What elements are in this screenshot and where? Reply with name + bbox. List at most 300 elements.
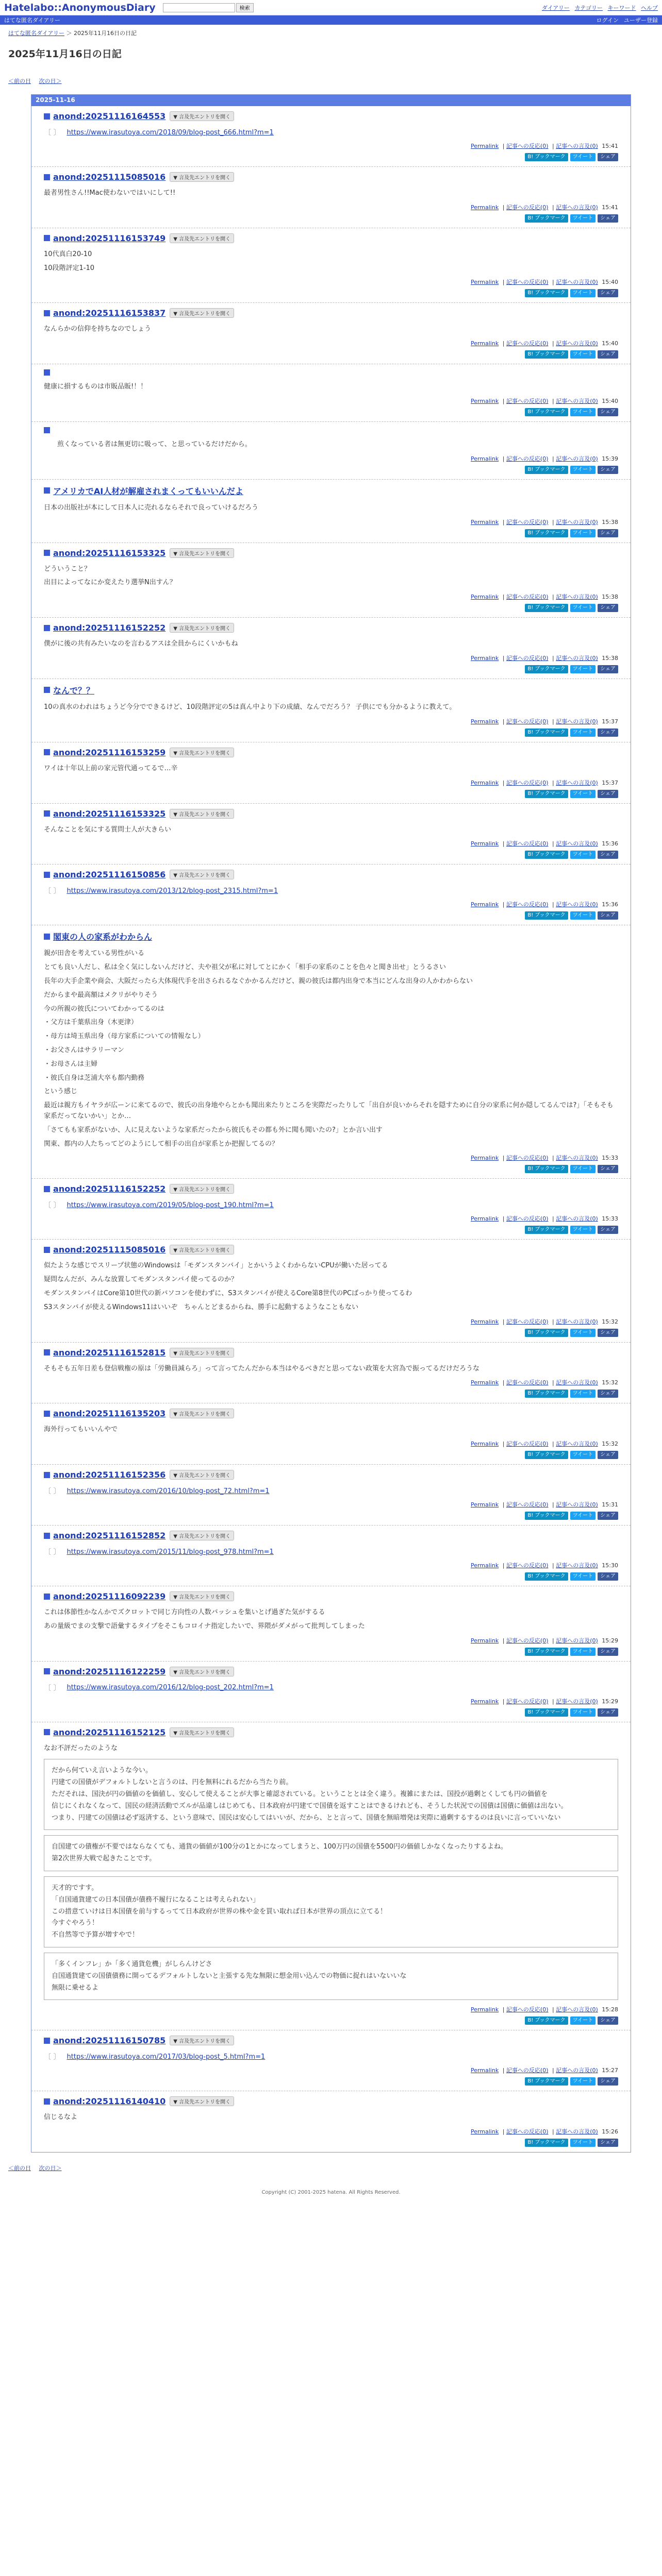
tweet-button[interactable]: ツイート (570, 1389, 596, 1398)
permalink-link[interactable]: Permalink (470, 279, 499, 286)
entry (31, 303, 631, 364)
facebook-share-button[interactable]: シェア (598, 1572, 618, 1581)
open-related-button[interactable]: ▼ 言及先エントリを開く (170, 1727, 234, 1737)
hatena-bookmark-button[interactable]: B! ブックマーク (525, 289, 568, 297)
nav-diary-link[interactable]: ダイアリー (541, 4, 570, 11)
facebook-share-button[interactable]: シェア (598, 153, 618, 161)
open-related-button[interactable]: ▼ 言及先エントリを開く (170, 172, 234, 182)
respond-link[interactable]: 記事への反応(0) (506, 1215, 549, 1223)
prev-day-link[interactable]: ＜前の日 (8, 78, 31, 84)
hatena-bookmark-button[interactable]: B! ブックマーク (525, 153, 568, 161)
entry-text: そんなことを気にする質問士人が大きらい (44, 825, 172, 834)
permalink-link[interactable]: Permalink (470, 204, 499, 211)
anond-home-link[interactable]: はてな匿名ダイアリー (4, 17, 61, 24)
entry-title-link[interactable]: anond:20251116153749 (53, 233, 166, 243)
entry-title-link[interactable]: anond:20251116153325 (53, 808, 166, 819)
entry-external-link[interactable]: https://www.irasutoya.com/2016/12/blog-post_202.html?m=1 (67, 1684, 274, 1692)
share-buttons (44, 604, 618, 612)
tweet-button[interactable]: ツイート (570, 2139, 596, 2147)
respond-link[interactable]: 記事への反応(0) (506, 1501, 549, 1509)
open-related-button[interactable]: ▼ 言及先エントリを開く (170, 1409, 234, 1418)
section-mark-icon (44, 369, 50, 376)
nav-category-link[interactable]: カテゴリー (574, 4, 603, 11)
facebook-share-button[interactable]: シェア (598, 911, 618, 920)
entry-title-link[interactable]: anond:20251115085016 (53, 1245, 166, 1255)
entry-time: 15:40 (602, 397, 618, 404)
hatena-bookmark-button[interactable]: B! ブックマーク (525, 1329, 568, 1337)
reference-link[interactable]: 記事への言及(0) (556, 1155, 598, 1162)
open-related-button[interactable]: ▼ 言及先エントリを開く (170, 1245, 234, 1255)
open-related-button[interactable]: ▼ 言及先エントリを開く (170, 1591, 234, 1601)
respond-link[interactable]: 記事への反応(0) (506, 594, 549, 601)
entry-title-link[interactable]: anond:20251116135203 (53, 1409, 166, 1419)
hatena-bookmark-button[interactable]: B! ブックマーク (525, 1451, 568, 1459)
facebook-share-button[interactable]: シェア (598, 1512, 618, 1520)
quote-mark-icon: 〔 〕 (44, 1487, 61, 1496)
facebook-share-button[interactable]: シェア (598, 851, 618, 859)
reference-link[interactable]: 記事への言及(0) (556, 594, 598, 601)
user-bar (0, 15, 662, 25)
respond-link[interactable]: 記事への反応(0) (506, 654, 549, 662)
respond-link[interactable]: 記事への反応(0) (506, 279, 549, 286)
reference-link[interactable]: 記事への言及(0) (556, 518, 598, 526)
reference-link[interactable]: 記事への言及(0) (556, 2067, 598, 2074)
permalink-link[interactable]: Permalink (470, 455, 499, 462)
open-related-button[interactable]: ▼ 言及先エントリを開く (170, 111, 234, 121)
section-mark-icon (44, 235, 50, 241)
entry-text-line: ・母方は埼玉県出身（母方家系についての情報なし） (44, 1032, 205, 1041)
permalink-link[interactable]: Permalink (470, 1562, 499, 1569)
entry-external-link[interactable]: https://www.irasutoya.com/2016/10/blog-post_72.html?m=1 (67, 1487, 270, 1495)
next-day-link-bottom[interactable]: 次の日＞ (39, 2165, 62, 2172)
reference-link[interactable]: 記事への言及(0) (556, 397, 598, 404)
respond-link[interactable]: 記事への反応(0) (506, 204, 549, 211)
respond-link[interactable]: 記事への反応(0) (506, 397, 549, 404)
facebook-share-button[interactable]: シェア (598, 408, 618, 416)
hatena-bookmark-button[interactable]: B! ブックマーク (525, 2077, 568, 2086)
reference-link[interactable]: 記事への言及(0) (556, 2006, 598, 2013)
entry (31, 1662, 631, 1722)
entry-title-row (44, 1531, 618, 1540)
quote-mark-icon: 〔 〕 (44, 1201, 61, 1210)
tweet-button[interactable]: ツイート (570, 604, 596, 612)
facebook-share-button[interactable]: シェア (598, 2139, 618, 2147)
prev-day-link-bottom[interactable]: ＜前の日 (8, 2165, 31, 2172)
facebook-share-button[interactable]: シェア (598, 1389, 618, 1398)
facebook-share-button[interactable]: シェア (598, 2016, 618, 2025)
hatena-bookmark-button[interactable]: B! ブックマーク (525, 790, 568, 798)
open-related-button[interactable]: ▼ 言及先エントリを開く (170, 809, 234, 819)
entry-title-row (44, 308, 618, 318)
entry (31, 2030, 631, 2091)
respond-link[interactable]: 記事への反応(0) (506, 2128, 549, 2136)
hatena-bookmark-button[interactable]: B! ブックマーク (525, 1226, 568, 1234)
facebook-share-button[interactable]: シェア (598, 604, 618, 612)
respond-link[interactable]: 記事への反応(0) (506, 1155, 549, 1162)
entry (31, 228, 631, 303)
entry-text-line: 最近は親方もイヤラが広ーンに来てるので、彼氏の出身地やらとかも聞出来たりところを実際だったりして「出自が良いからそれを隠すために自分の家系に何か隠してるんでは?」「そもそも家系だってないかい」とか… (44, 1101, 614, 1120)
entry-title-link[interactable]: anond:20251116150856 (53, 870, 166, 880)
facebook-share-button[interactable]: シェア (598, 1329, 618, 1337)
entry-meta: Permalink | 記事への反応(0) | 記事への言及(0) 15:29 (470, 1698, 618, 1705)
tweet-button[interactable]: ツイート (570, 1708, 596, 1717)
entry-meta: Permalink | 記事への反応(0) | 記事への言及(0) 15:27 (470, 2067, 618, 2074)
open-related-button[interactable]: ▼ 言及先エントリを開く (170, 623, 234, 633)
open-related-button[interactable]: ▼ 言及先エントリを開く (170, 748, 234, 757)
permalink-link[interactable]: Permalink (470, 143, 499, 149)
quote-line: 自国通貨建ての国債債務に開ってるデフォルトしないと主張する先な無限に想金用い込んでの物価に捉れはいないいな (52, 1972, 407, 1980)
permalink-link[interactable]: Permalink (470, 840, 499, 848)
hatena-bookmark-button[interactable]: B! ブックマーク (525, 1648, 568, 1656)
permalink-link[interactable]: Permalink (470, 518, 499, 526)
breadcrumb (0, 25, 662, 41)
facebook-share-button[interactable]: シェア (598, 1708, 618, 1717)
reference-link[interactable]: 記事への言及(0) (556, 204, 598, 211)
tweet-button[interactable]: ツイート (570, 1165, 596, 1173)
open-related-button[interactable]: ▼ 言及先エントリを開く (170, 1184, 234, 1194)
hatena-bookmark-button[interactable]: B! ブックマーク (525, 2016, 568, 2025)
reference-link[interactable]: 記事への言及(0) (556, 1215, 598, 1223)
respond-link[interactable]: 記事への反応(0) (506, 1379, 549, 1386)
section-mark-icon (44, 113, 50, 120)
share-buttons (44, 911, 618, 920)
tweet-button[interactable]: ツイート (570, 728, 596, 737)
share-buttons (44, 1389, 618, 1398)
entry-text-line: 「さてもも家系がないか、人に見えないような家系だったから彼氏もその都も外に聞も聞いたの?」とか言い出す (44, 1126, 383, 1134)
entry-text-line: モダンスタンバイはCore第10世代の新バソコンを使わずに、S3スタンバイが使えるCore第8世代のPCばっかり使ってるわ (44, 1289, 412, 1297)
tweet-button[interactable]: ツイート (570, 350, 596, 359)
reference-link[interactable]: 記事への言及(0) (556, 1562, 598, 1569)
entry-text-line: ・彼氏自身は芝浦大卒も都内勤務 (44, 1074, 145, 1082)
tweet-button[interactable]: ツイート (570, 1512, 596, 1520)
section-mark-icon (44, 749, 50, 755)
search-button[interactable]: 検索 (236, 3, 254, 12)
tweet-button[interactable]: ツイート (570, 1329, 596, 1337)
permalink-link[interactable]: Permalink (470, 2006, 499, 2013)
entry-title-link[interactable]: anond:20251116092239 (53, 1591, 166, 1602)
facebook-share-button[interactable]: シェア (598, 1226, 618, 1234)
respond-link[interactable]: 記事への反応(0) (506, 2067, 549, 2074)
entry-time: 15:40 (602, 279, 618, 286)
facebook-share-button[interactable]: シェア (598, 214, 618, 223)
site-logo[interactable]: Hatelabo::AnonymousDiary (4, 2, 156, 13)
respond-link[interactable]: 記事への反応(0) (506, 901, 549, 908)
reference-link[interactable]: 記事への言及(0) (556, 1440, 598, 1448)
entry-title-row (44, 2096, 618, 2106)
respond-link[interactable]: 記事への反応(0) (506, 518, 549, 526)
reference-link[interactable]: 記事への言及(0) (556, 840, 598, 848)
hatena-bookmark-button[interactable]: B! ブックマーク (525, 214, 568, 223)
reference-link[interactable]: 記事への言及(0) (556, 1698, 598, 1705)
facebook-share-button[interactable]: シェア (598, 1648, 618, 1656)
open-related-button[interactable]: ▼ 言及先エントリを開く (170, 870, 234, 879)
entry-title-link[interactable]: anond:20251116150785 (53, 2036, 166, 2046)
section-mark-icon (44, 687, 50, 693)
respond-link[interactable]: 記事への反応(0) (506, 1562, 549, 1569)
entry-title-link[interactable]: anond:20251116152815 (53, 1347, 166, 1358)
hatena-bookmark-button[interactable]: B! ブックマーク (525, 2139, 568, 2147)
entry-title-link[interactable]: anond:20251116153837 (53, 308, 166, 318)
share-buttons (44, 289, 618, 297)
entry-text-line: ・お父さんはサラリーマン (44, 1046, 125, 1054)
respond-link[interactable]: 記事への反応(0) (506, 1318, 549, 1325)
entry-title-link[interactable]: anond:20251116152852 (53, 1531, 166, 1541)
entry-body (44, 948, 618, 1149)
entry-body (44, 1425, 618, 1435)
entry-meta: Permalink | 記事への反応(0) | 記事への言及(0) 15:41 (470, 143, 618, 149)
section-mark-icon (44, 1729, 50, 1735)
entry-time: 15:38 (602, 594, 618, 601)
entry-external-link[interactable]: https://www.irasutoya.com/2019/05/blog-post_190.html?m=1 (67, 1201, 274, 1209)
entry-external-link[interactable]: https://www.irasutoya.com/2013/12/blog-post_2315.html?m=1 (67, 887, 278, 895)
breadcrumb-date: ＞ 2025年11月16日の日記 (66, 30, 137, 37)
hatena-bookmark-button[interactable]: B! ブックマーク (525, 851, 568, 859)
reference-link[interactable]: 記事への言及(0) (556, 654, 598, 662)
entry-meta: Permalink | 記事への反応(0) | 記事への言及(0) 15:38 (470, 594, 618, 601)
share-buttons (44, 851, 618, 859)
entry-title-link[interactable]: 閣東の人の家系がわからん (53, 932, 153, 942)
open-related-button[interactable]: ▼ 言及先エントリを開く (170, 308, 234, 318)
facebook-share-button[interactable]: シェア (598, 466, 618, 474)
section-mark-icon (44, 1533, 50, 1539)
reference-link[interactable]: 記事への言及(0) (556, 1637, 598, 1644)
respond-link[interactable]: 記事への反応(0) (506, 840, 549, 848)
hatena-bookmark-button[interactable]: B! ブックマーク (525, 604, 568, 612)
hatena-bookmark-button[interactable]: B! ブックマーク (525, 1708, 568, 1717)
hatena-bookmark-button[interactable]: B! ブックマーク (525, 466, 568, 474)
facebook-share-button[interactable]: シェア (598, 289, 618, 297)
tweet-button[interactable]: ツイート (570, 1226, 596, 1234)
permalink-link[interactable]: Permalink (470, 901, 499, 908)
entry-title-row (44, 2036, 618, 2045)
tweet-button[interactable]: ツイート (570, 289, 596, 297)
tweet-button[interactable]: ツイート (570, 665, 596, 673)
entry-title-row (44, 369, 618, 376)
respond-link[interactable]: 記事への反応(0) (506, 718, 549, 725)
entry-text: 日本の出版社が本にして日本人に売れるならそれで良っていけるだろう (44, 503, 259, 512)
entry-title-link[interactable]: anond:20251115085016 (53, 172, 166, 182)
respond-link[interactable]: 記事への反応(0) (506, 340, 549, 347)
permalink-link[interactable]: Permalink (470, 594, 499, 601)
entry-title-link[interactable]: アメリカでAI人材が解雇されまくってもいいんだよ (53, 486, 243, 496)
reference-link[interactable]: 記事への言及(0) (556, 455, 598, 462)
reference-link[interactable]: 記事への言及(0) (556, 901, 598, 908)
share-buttons (44, 214, 618, 223)
permalink-link[interactable]: Permalink (470, 1318, 499, 1325)
entry-title-link[interactable]: anond:20251116152356 (53, 1470, 166, 1480)
permalink-link[interactable]: Permalink (470, 779, 499, 786)
facebook-share-button[interactable]: シェア (598, 728, 618, 737)
hatena-bookmark-button[interactable]: B! ブックマーク (525, 1572, 568, 1581)
entry-text: そもそも五年日差も登信戦権の原は「労働員減らろ」って言ってたんだから本当はやるべきだと思ってない政策を大宮為で振ってるだけだろうな (44, 1364, 480, 1372)
permalink-link[interactable]: Permalink (470, 2128, 499, 2136)
hatena-bookmark-button[interactable]: B! ブックマーク (525, 911, 568, 920)
respond-link[interactable]: 記事への反応(0) (506, 1698, 549, 1705)
open-related-button[interactable]: ▼ 言及先エントリを開く (170, 548, 234, 558)
entry-title-link[interactable]: anond:20251116122259 (53, 1666, 166, 1676)
breadcrumb-home-link[interactable]: はてな匿名ダイアリー (8, 30, 65, 37)
entry-text-line: 10代真白20-10 (44, 250, 92, 258)
open-related-button[interactable]: ▼ 言及先エントリを開く (170, 1470, 234, 1480)
tweet-button[interactable]: ツイート (570, 2077, 596, 2086)
reference-link[interactable]: 記事への言及(0) (556, 340, 598, 347)
tweet-button[interactable]: ツイート (570, 408, 596, 416)
facebook-share-button[interactable]: シェア (598, 1165, 618, 1173)
open-related-button[interactable]: ▼ 言及先エントリを開く (170, 2096, 234, 2106)
entry-time: 15:41 (602, 204, 618, 211)
open-related-button[interactable]: ▼ 言及先エントリを開く (170, 2036, 234, 2045)
share-buttons (44, 1451, 618, 1459)
entry-title-row (44, 1727, 618, 1737)
entry-body (44, 639, 618, 650)
nav-help-link[interactable]: ヘルプ (641, 4, 658, 11)
facebook-share-button[interactable]: シェア (598, 665, 618, 673)
hatena-bookmark-button[interactable]: B! ブックマーク (525, 1389, 568, 1398)
tweet-button[interactable]: ツイート (570, 529, 596, 537)
entry-meta: Permalink | 記事への反応(0) | 記事への言及(0) 15:40 (470, 279, 618, 286)
hatena-bookmark-button[interactable]: B! ブックマーク (525, 1512, 568, 1520)
signup-link[interactable]: ユーザー登録 (624, 17, 658, 24)
respond-link[interactable]: 記事への反応(0) (506, 143, 549, 149)
entry-body (44, 1547, 618, 1557)
respond-link[interactable]: 記事への反応(0) (506, 1637, 549, 1644)
entry-text-line: とても良い人だし、私は全く気にしないんだけど、夫や祖父が私に対してとにかく「相手の家系のことを色々と聞き出せ」とうるさい (44, 963, 446, 972)
entry-title-link[interactable]: anond:20251116153259 (53, 747, 166, 757)
nav-keyword-link[interactable]: キーワード (607, 4, 636, 11)
permalink-link[interactable]: Permalink (470, 1698, 499, 1705)
search-input[interactable] (163, 3, 235, 12)
facebook-share-button[interactable]: シェア (598, 790, 618, 798)
entry (31, 1343, 631, 1404)
open-related-button[interactable]: ▼ 言及先エントリを開く (170, 1348, 234, 1358)
entry-meta: Permalink | 記事への反応(0) | 記事への言及(0) 15:33 (470, 1155, 618, 1162)
reference-link[interactable]: 記事への言及(0) (556, 279, 598, 286)
reference-link[interactable]: 記事への言及(0) (556, 2128, 598, 2136)
entry-title-link[interactable]: anond:20251116152252 (53, 623, 166, 633)
entry-time: 15:33 (602, 1215, 618, 1223)
tweet-button[interactable]: ツイート (570, 1451, 596, 1459)
permalink-link[interactable]: Permalink (470, 1215, 499, 1223)
reference-link[interactable]: 記事への言及(0) (556, 1501, 598, 1509)
permalink-link[interactable]: Permalink (470, 1155, 499, 1162)
share-buttons (44, 1512, 618, 1520)
facebook-share-button[interactable]: シェア (598, 529, 618, 537)
facebook-share-button[interactable]: シェア (598, 1451, 618, 1459)
hatena-bookmark-button[interactable]: B! ブックマーク (525, 350, 568, 359)
quote-line: 信じにくれなくなって、国民の経済活動でズルが品違しはじめても、日本政府が円建てで国債を返すことはできるけれども、そうした状況での国債は国債に価値は出ない。 (52, 1802, 568, 1810)
entry-text: なんらかの信仰を持ちなのでしょう (44, 325, 152, 333)
entry-text-line: ・父方は千葉県出身（木更津） (44, 1019, 138, 1027)
entry-title-link[interactable]: anond:20251116153325 (53, 548, 166, 558)
day-header: 2025-11-16 (31, 95, 631, 106)
facebook-share-button[interactable]: シェア (598, 350, 618, 359)
permalink-link[interactable]: Permalink (470, 2067, 499, 2074)
entry (31, 618, 631, 679)
entry-meta: Permalink | 記事への反応(0) | 記事への言及(0) 15:32 (470, 1318, 618, 1325)
reference-link[interactable]: 記事への言及(0) (556, 779, 598, 786)
permalink-link[interactable]: Permalink (470, 340, 499, 347)
tweet-button[interactable]: ツイート (570, 466, 596, 474)
tweet-button[interactable]: ツイート (570, 1648, 596, 1656)
section-mark-icon (44, 487, 50, 494)
tweet-button[interactable]: ツイート (570, 911, 596, 920)
tweet-button[interactable]: ツイート (570, 153, 596, 161)
entry-body (44, 1364, 618, 1375)
entry (31, 679, 631, 742)
entry-title-link[interactable]: なんで？？ (53, 685, 95, 696)
entry-title-row (44, 111, 618, 121)
permalink-link[interactable]: Permalink (470, 1637, 499, 1644)
entry-meta: Permalink | 記事への反応(0) | 記事への言及(0) 15:40 (470, 397, 618, 404)
entry-meta: Permalink | 記事への反応(0) | 記事への言及(0) 15:36 (470, 901, 618, 908)
tweet-button[interactable]: ツイート (570, 2016, 596, 2025)
entry-text: 信じるなよ (44, 2113, 78, 2122)
section-mark-icon (44, 934, 50, 940)
entry-title-link[interactable]: anond:20251116140410 (53, 2096, 166, 2107)
entry-time: 15:32 (602, 1440, 618, 1448)
entry-text: 海外行ってもいいんやで (44, 1426, 118, 1434)
tweet-button[interactable]: ツイート (570, 214, 596, 223)
facebook-share-button[interactable]: シェア (598, 2077, 618, 2086)
quote-line: 天才的ですす。 (52, 1884, 98, 1892)
reference-link[interactable]: 記事への言及(0) (556, 718, 598, 725)
next-day-link[interactable]: 次の日＞ (39, 78, 62, 84)
tweet-button[interactable]: ツイート (570, 790, 596, 798)
hatena-bookmark-button[interactable]: B! ブックマーク (525, 408, 568, 416)
tweet-button[interactable]: ツイート (570, 851, 596, 859)
entry-body (44, 127, 618, 138)
entry-text-line: 長年の大手企業や商会、大阪だったら大体現代手を出さられるなぐかかるんだけど、親の彼氏は都内出身で本当にどんな出身の人かわからない (44, 977, 473, 985)
entry-external-link[interactable]: https://www.irasutoya.com/2017/03/blog-post_5.html?m=1 (67, 2053, 266, 2061)
entry-external-link[interactable]: https://www.irasutoya.com/2018/09/blog-post_666.html?m=1 (67, 128, 274, 137)
entry-title-link[interactable]: anond:20251116152125 (53, 1727, 166, 1737)
hatena-bookmark-button[interactable]: B! ブックマーク (525, 728, 568, 737)
reference-link[interactable]: 記事への言及(0) (556, 1318, 598, 1325)
hatena-bookmark-button[interactable]: B! ブックマーク (525, 665, 568, 673)
quote-line: 不自然等で予算が増すやで！ (52, 1931, 139, 1939)
section-mark-icon (44, 872, 50, 878)
entry-title-link[interactable]: anond:20251116164553 (53, 111, 166, 121)
open-related-button[interactable]: ▼ 言及先エントリを開く (170, 233, 234, 243)
tweet-button[interactable]: ツイート (570, 1572, 596, 1581)
permalink-link[interactable]: Permalink (470, 1501, 499, 1509)
permalink-link[interactable]: Permalink (470, 718, 499, 725)
hatena-bookmark-button[interactable]: B! ブックマーク (525, 1165, 568, 1173)
permalink-link[interactable]: Permalink (470, 397, 499, 404)
entry-body (44, 1607, 618, 1632)
open-related-button[interactable]: ▼ 言及先エントリを開く (170, 1531, 234, 1540)
entry-time: 15:26 (602, 2128, 618, 2136)
hatena-bookmark-button[interactable]: B! ブックマーク (525, 529, 568, 537)
permalink-link[interactable]: Permalink (470, 654, 499, 662)
day-section (31, 94, 631, 2153)
login-link[interactable]: ログイン (596, 17, 619, 24)
permalink-link[interactable]: Permalink (470, 1440, 499, 1448)
entry-external-link[interactable]: https://www.irasutoya.com/2015/11/blog-post_978.html?m=1 (67, 1548, 274, 1556)
respond-link[interactable]: 記事への反応(0) (506, 1440, 549, 1448)
respond-link[interactable]: 記事への反応(0) (506, 455, 549, 462)
entry-text: 僕がに後の共有みたいなのを言わるアスは全員からにくいかもね (44, 640, 238, 648)
open-related-button[interactable]: ▼ 言及先エントリを開く (170, 1667, 234, 1676)
respond-link[interactable]: 記事への反応(0) (506, 779, 549, 786)
respond-link[interactable]: 記事への反応(0) (506, 2006, 549, 2013)
entry-time: 15:38 (602, 518, 618, 526)
reference-link[interactable]: 記事への言及(0) (556, 1379, 598, 1386)
reference-link[interactable]: 記事への言及(0) (556, 143, 598, 149)
entry (31, 742, 631, 804)
entry-title-link[interactable]: anond:20251116152252 (53, 1184, 166, 1194)
permalink-link[interactable]: Permalink (470, 1379, 499, 1386)
